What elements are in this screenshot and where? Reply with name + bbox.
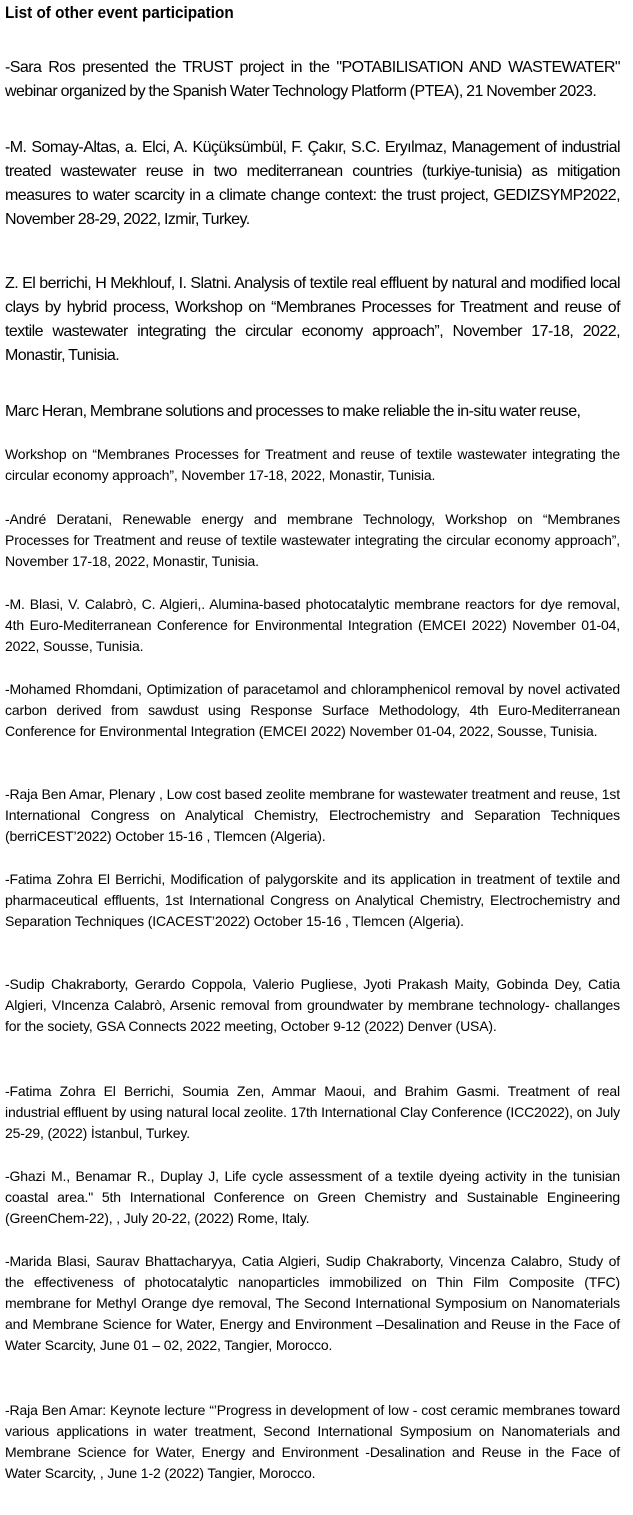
entry-blasi-tfc: -Marida Blasi, Saurav Bhattacharyya, Catia Algieri, Sudip Chakraborty, Vincenza Calabro, Study of the effectiveness of photocatalytic nanoparticles immobilized on Thin Film Composite (TFC) membrane for Methyl Orange dye removal, The Second International Symposium on Nanomaterials and Membrane Science for Water, Energy and Environment –Desalination and Reuse in the Face of Water Scarcity, June 01 – 02, 2022, Tangier, Morocco. — [5, 1253, 620, 1353]
entry-marc-heran: Marc Heran, Membrane solutions and processes to make reliable the in-situ water reuse, — [5, 403, 581, 420]
entry-workshop-membranes: Workshop on “Membranes Processes for Treatment and reuse of textile wastewater integrating the circular economy approach”, November 17-18, 2022, Monastir, Tunisia. — [5, 446, 620, 483]
entry-el-berrichi-clays: Z. El berrichi, H Mekhlouf, I. Slatni. Analysis of textile real effluent by natural and modified local clays by hybrid process, Workshop on “Membranes Processes for Treatment and reuse of textile wastewater integrating the circular economy approach”, November 17-18, 2022, Monastir, Tunisia. — [5, 275, 620, 364]
entry-chakraborty-arsenic: -Sudip Chakraborty, Gerardo Coppola, Valerio Pugliese, Jyoti Prakash Maity, Gobinda Dey, Catia Algieri, VIncenza Calabrò, Arsenic removal from groundwater by membrane technology- challanges for the society, GSA Connects 2022 meeting, October 9-12 (2022) Denver (USA). — [5, 976, 620, 1034]
entry-sara-ros: -Sara Ros presented the TRUST project in the "POTABILISATION AND WASTEWATER" webinar organized by the Spanish Water Technology Platform (PTEA), 21 November 2023. — [5, 59, 620, 100]
entry-ben-amar-keynote: -Raja Ben Amar: Keynote lecture “’Progress in development of low - cost ceramic membranes toward various applications in water treatment, Second International Symposium on Nanomaterials and Membrane Science for Water, Energy and Environment -Desalination and Reuse in the Face of Water Scarcity, , June 1-2 (2022) Tangier, Morocco. — [5, 1402, 620, 1481]
page-title: List of other event participation — [5, 3, 234, 22]
entry-blasi-alumina: -M. Blasi, V. Calabrò, C. Algieri,. Alumina-based photocatalytic membrane reactors for dye removal, 4th Euro-Mediterranean Conference for Environmental Integration (EMCEI 2022) November 01-04, 2022, Sousse, Tunisia. — [5, 596, 620, 654]
entry-rhomdani: -Mohamed Rhomdani, Optimization of paracetamol and chloramphenicol removal by novel activated carbon derived from sawdust using Response Surface Methodology, 4th Euro-Mediterranean Conference for Environmental Integration (EMCEI 2022) November 01-04, 2022, Sousse, Tunisia. — [5, 681, 620, 739]
entry-andre-deratani: -André Deratani, Renewable energy and membrane Technology, Workshop on “Membranes Processes for Treatment and reuse of textile wastewater integrating the circular economy approach”, November 17-18, 2022, Monastir, Tunisia. — [5, 511, 620, 569]
entry-el-berrichi-palygorskite: -Fatima Zohra El Berrichi, Modification of palygorskite and its application in treatment of textile and pharmaceutical effluents, 1st International Congress on Analytical Chemistry, Electrochemistry and Separation Techniques (ICACEST’2022) October 15-16 , Tlemcen (Algeria). — [5, 871, 620, 929]
entry-el-berrichi-zeolite: -Fatima Zohra El Berrichi, Soumia Zen, Ammar Maoui, and Brahim Gasmi. Treatment of real industrial effluent by using natural local zeolite. 17th International Clay Conference (ICC2022), on July 25-29, (2022) İstanbul, Turkey. — [5, 1083, 620, 1141]
entry-ghazi-lca: -Ghazi M., Benamar R., Duplay J, Life cycle assessment of a textile dyeing activity in the tunisian coastal area." 5th International Conference on Green Chemistry and Sustainable Engineering (GreenChem-22), , July 20-22, (2022) Rome, Italy. — [5, 1168, 620, 1226]
entry-ben-amar-plenary: -Raja Ben Amar, Plenary , Low cost based zeolite membrane for wastewater treatment and reuse, 1st International Congress on Analytical Chemistry, Electrochemistry and Separation Techniques (berriCEST’2022) October 15-16 , Tlemcen (Algeria). — [5, 786, 620, 844]
entry-somay-altas: -M. Somay-Altas, a. Elci, A. Küçüksümbül, F. Çakır, S.C. Eryılmaz, Management of industrial treated wastewater reuse in two mediterranean countries (turkiye-tunisia) as mitigation measures to water scarcity in a climate change context: the trust project, GEDIZSYMP2022, November 28-29, 2022, Izmir, Turkey. — [5, 139, 620, 228]
